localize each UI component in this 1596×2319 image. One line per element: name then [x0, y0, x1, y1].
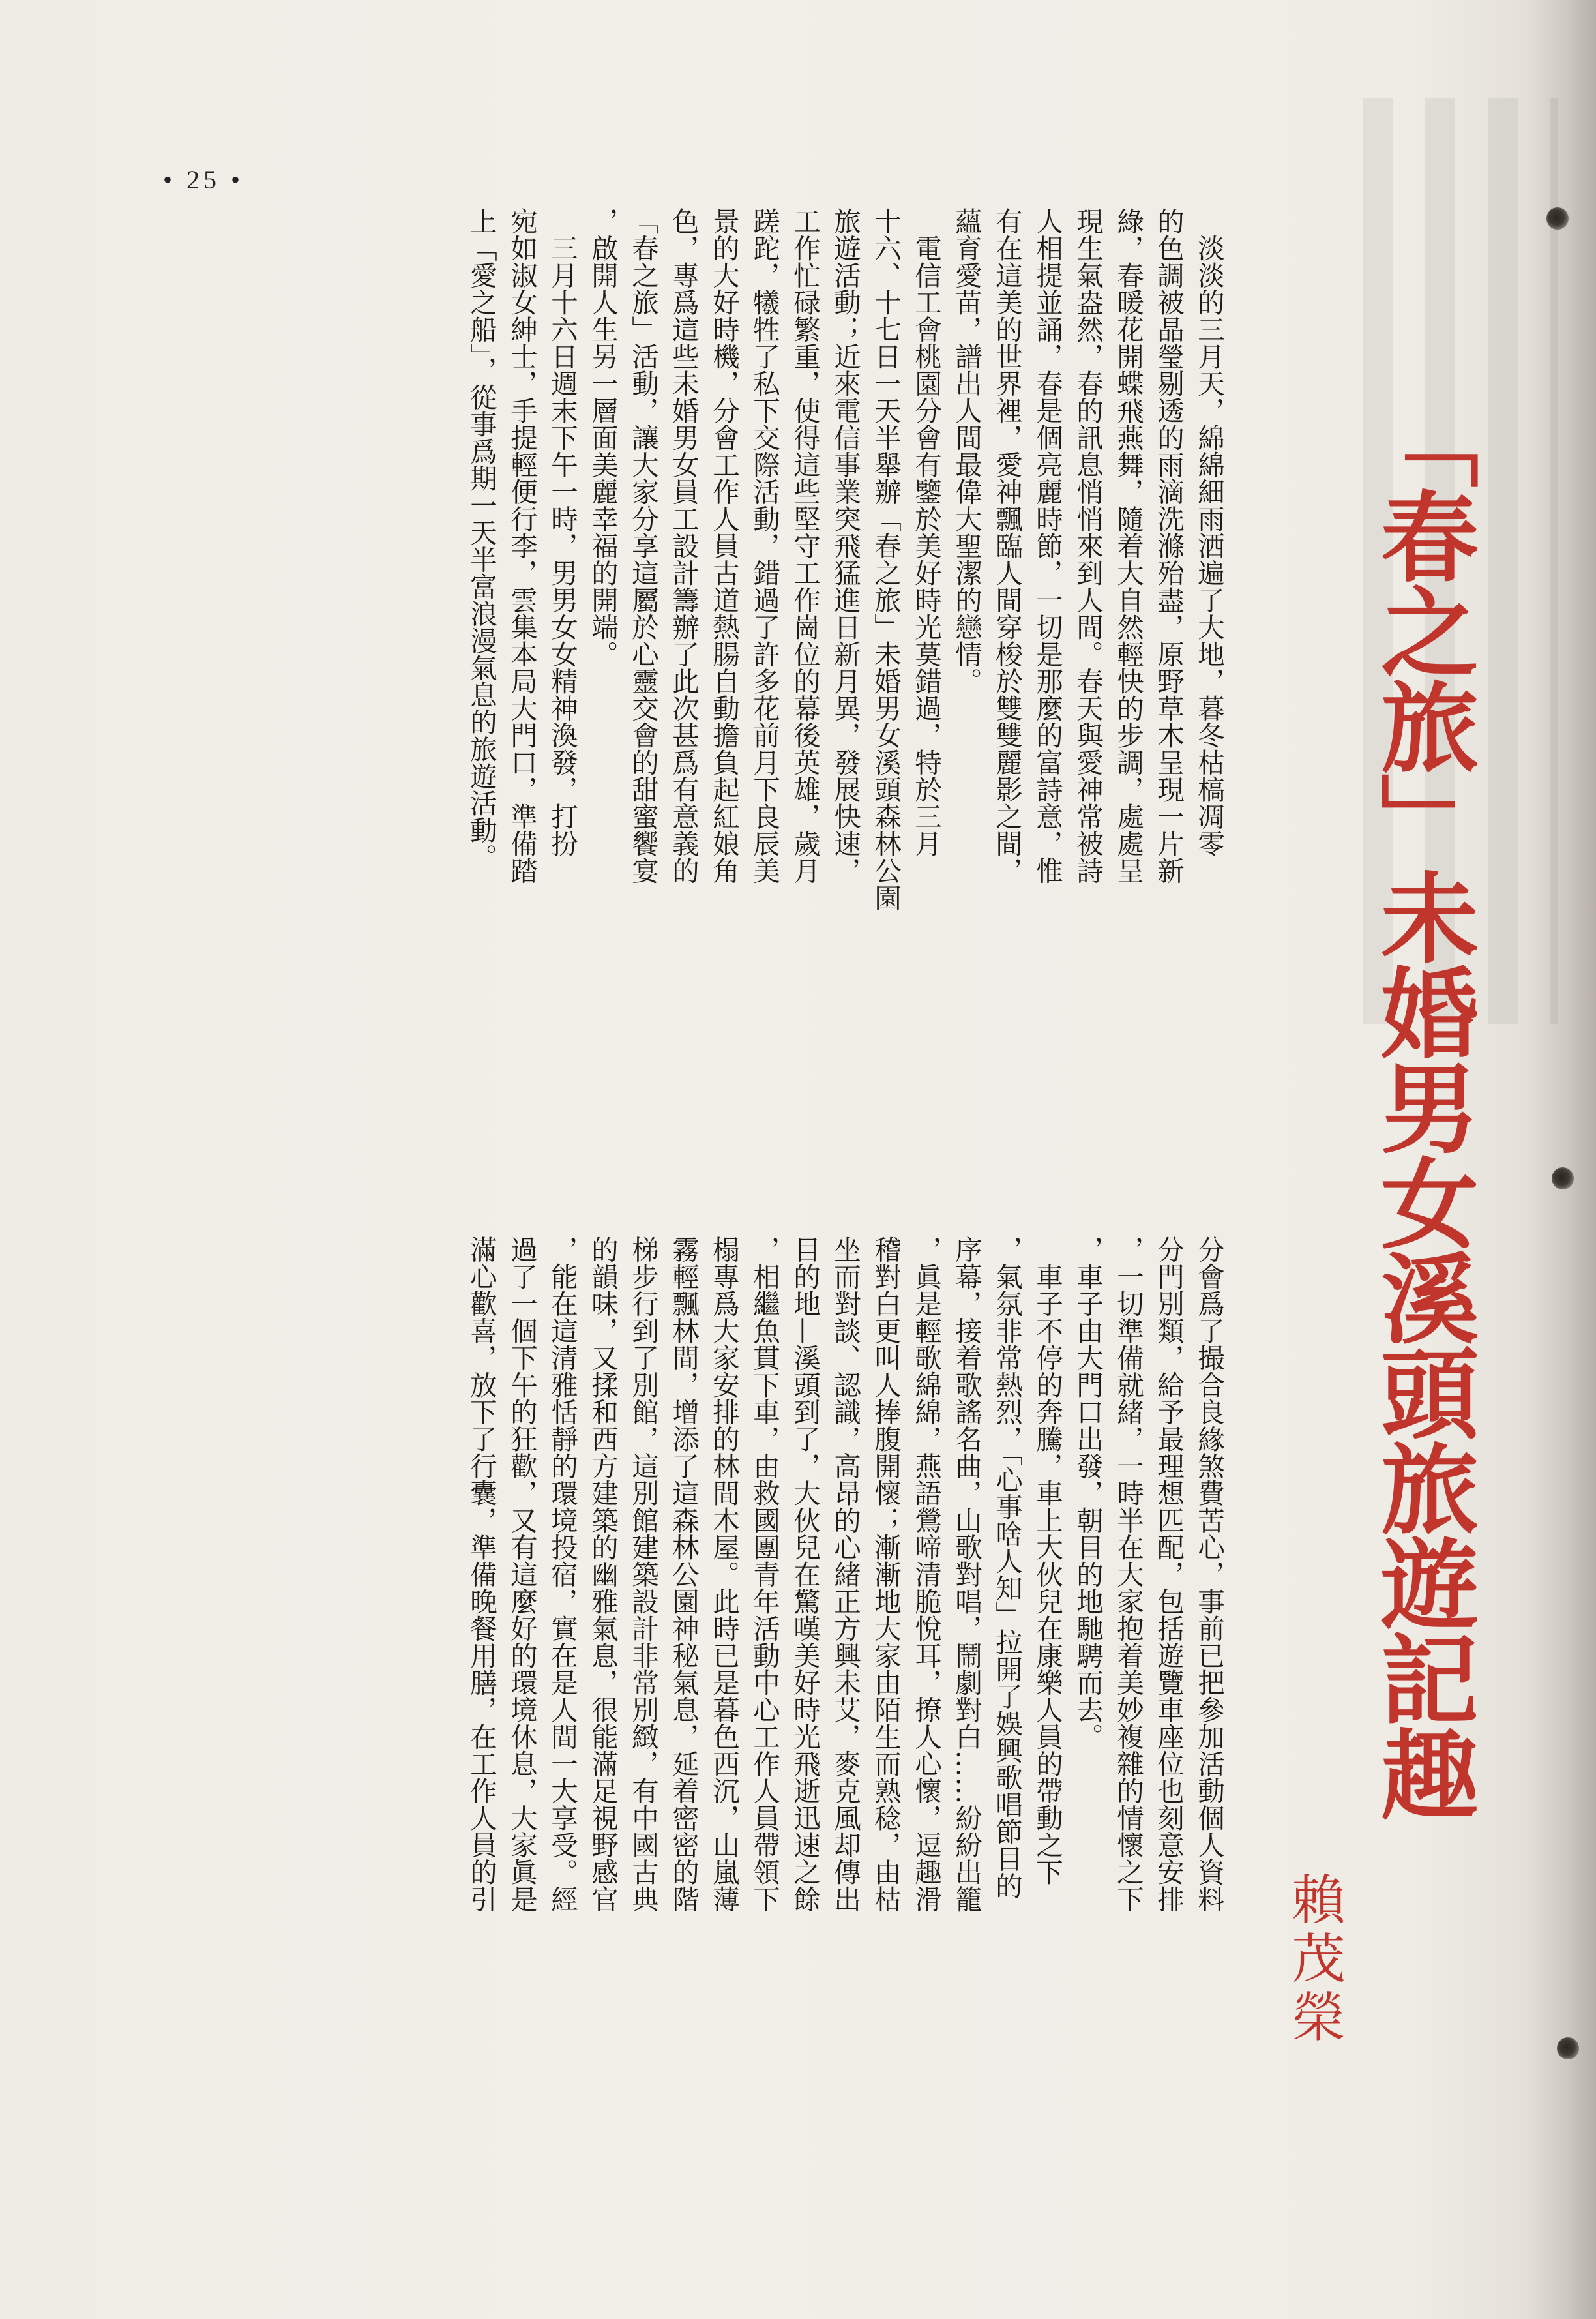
staple-hole-icon — [1552, 1167, 1574, 1189]
page-number: • 25 • — [163, 165, 244, 194]
page-binding-shadow — [1524, 0, 1596, 2319]
paragraph: 淡淡的三月天，綿綿細雨洒遍了大地，暮冬枯槁凋零 的色調被晶瑩剔透的雨滴洗滌殆盡，原野草木呈現一片新 綠，春暖花開蝶飛燕舞，隨着大自然輕快的步調，處處呈 現生氣盎然，春的訊息悄悄來到人間。春天與愛神常被詩 人相提並誦，春是個亮麗時節，一切是那麼的富詩意，惟 有在這美的世界裡，愛神飄臨人間穿梭於雙雙麗影之間， 蘊育愛苗，譜出人間最偉大聖潔的戀情。 — [951, 207, 1225, 884]
paragraph: 車子不停的奔騰，車上大伙兒在康樂人員的帶動之下 ，氣氛非常熱烈，「心事啥人知」拉開了娛興歌唱節目的 序幕，接着歌謠名曲，山歌對唱，鬧劇對白……紛紛出籠 ，眞是輕歌綿綿，燕語鶯啼清脆悅耳，撩人心懷，逗趣滑 稽對白更叫人捧腹開懷；漸漸地大家由陌生而熟稔，由枯 坐而對談、認識，高昂的心緒正方興未艾，麥克風却傳出 目的地—溪頭到了，大伙兒在驚嘆美好時光飛逝迅速之餘 ，相繼魚貫下車，由救國團青年活動中心工作人員帶領下 榻專爲大家安排的林間木屋。此時已是暮色西沉，山嵐薄 霧輕飄林間，增添了這森林公園神秘氣息，延着密密的階 梯步行到了別館，這別館建築設計非常別緻，有中國古典 的韻味，又揉和西方建築的幽雅氣息，很能滿足視野感官 ，能在這清雅恬靜的環境投宿，實在是人間一大享受。經 過了一個下午的狂歡，又有這麼好的環境休息，大家眞是 滿心歡喜，放下了行囊，準備晚餐用膳，在工作人員的引 — [466, 1236, 1063, 1913]
article-title: 「春之旅」未婚男女溪頭旅遊記趣 — [1364, 391, 1479, 1819]
paragraph: 電信工會桃園分會有鑒於美好時光莫錯過，特於三月 十六、十七日一天半舉辦「春之旅」未婚男女溪頭森林公園 旅遊活動；近來電信事業突飛猛進日新月異，發展快速， 工作忙碌繁重，使得這些堅守工作崗位的幕後英雄，歲月 蹉跎，犧牲了私下交際活動，錯過了許多花前月下良辰美 景的大好時機，分會工作人員古道熱腸自動擔負起紅娘角 色，專爲這些未婚男女員工設計籌辦了此次甚爲有意義的 「春之旅」活動，讓大家分享這屬於心靈交會的甜蜜饗宴 ，啟開人生另一層面美麗幸福的開端。 — [587, 207, 942, 911]
staple-hole-icon — [1557, 2037, 1579, 2059]
article-body-lower — [160, 1236, 1229, 2214]
article-author: 賴茂榮 — [1283, 1872, 1345, 2048]
paragraph: 三月十六日週末下午一時，男男女女精神渙發，打扮 宛如淑女紳士，手提輕便行李，雲集本局大門口，準備踏 上「愛之船」，從事爲期一天半富浪漫氣息的旅遊活動。 — [466, 207, 578, 884]
staple-hole-icon — [1546, 207, 1569, 230]
paragraph: 分會爲了撮合良緣煞費苦心，事前已把參加活動個人資料 分門別類，給予最理想匹配，包括遊覽車座位也刻意安排 ，一切準備就緒，一時半在大家抱着美妙複雜的情懷之下 ，車子由大門口出發，朝目的地馳騁而去。 — [1072, 1236, 1225, 1913]
article-body-upper — [160, 207, 1229, 1186]
